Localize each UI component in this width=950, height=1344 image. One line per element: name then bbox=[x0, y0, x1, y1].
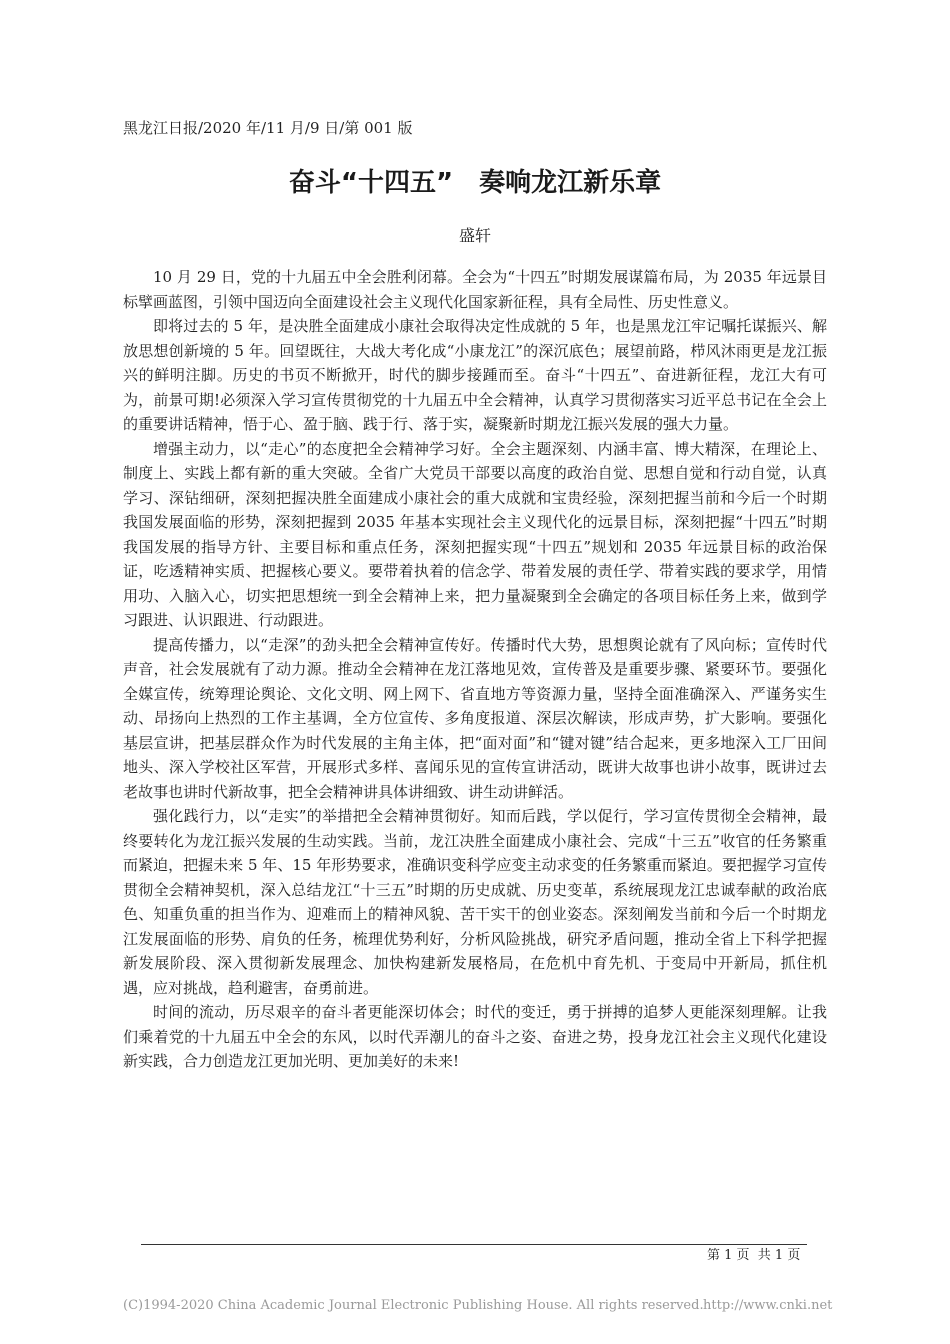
article-paragraph: 10 月 29 日，党的十九届五中全会胜利闭幕。全会为“十四五”时期发展谋篇布局，为 2035 年远景目标擘画蓝图，引领中国迈向全面建设社会主义现代化国家新征程，具有全局性、历史性意义。 bbox=[123, 268, 827, 311]
article-paragraph: 强化践行力，以“走实”的举措把全会精神贯彻好。知而后践，学以促行，学习宣传贯彻全会精神，最终要转化为龙江振兴发展的生动实践。当前，龙江决胜全面建成小康社会、完成“十三五”收官的任务繁重而紧迫，把握未来 5 年、15 年形势要求，准确识变科学应变主动求变的任务繁重而紧迫。要把握学习宣传贯彻全会精神契机，深入总结龙江“十三五”时期的历史成就、历史变革，系统展现龙江忠诚奉献的政治底色、知重负重的担当作为、迎难而上的精神风貌、苦干实干的创业姿态。深刻阐发当前和今后一个时期龙江发展面临的形势、肩负的任务，梳理优势利好，分析风险挑战，研究矛盾问题，推动全省上下科学把握新发展阶段、深入贯彻新发展理念、加快构建新发展格局，在危机中育先机、于变局中开新局，抓住机遇，应对挑战，趋利避害，奋勇前进。 bbox=[123, 807, 827, 997]
article-paragraph: 即将过去的 5 年，是决胜全面建成小康社会取得决定性成就的 5 年，也是黑龙江牢记嘱托谋振兴、解放思想创新境的 5 年。回望既往，大战大考化成“小康龙江”的深沉底色；展望前路，栉风沐雨更是龙江振兴的鲜明注脚。历史的书页不断掀开，时代的脚步接踵而至。奋斗“十四五”、奋进新征程，龙江大有可为，前景可期!必须深入学习宣传贯彻党的十九届五中全会精神，认真学习贯彻落实习近平总书记在全会上的重要讲话精神，悟于心、盈于脑、践于行、落于实，凝聚新时期龙江振兴发展的强大力量。 bbox=[123, 317, 827, 433]
copyright-notice: (C)1994-2020 China Academic Journal Electronic Publishing House. All rights reserved. bbox=[123, 1298, 704, 1313]
article-paragraph: 提高传播力，以“走深”的劲头把全会精神宣传好。传播时代大势，思想舆论就有了风向标；宣传时代声音，社会发展就有了动力源。推动全会精神在龙江落地见效，宣传普及是重要步骤、紧要环节。要强化全媒宣传，统筹理论舆论、文化文明、网上网下、省直地方等资源力量，坚持全面准确深入、严谨务实生动、昂扬向上热烈的工作主基调，全方位宣传、多角度报道、深层次解读，形成声势，扩大影响。要强化基层宣讲，把基层群众作为时代发展的主角主体，把“面对面”和“键对键”结合起来，更多地深入工厂田间地头、深入学校社区军营，开展形式多样、喜闻乐见的宣传宣讲活动，既讲大故事也讲小故事，既讲过去老故事也讲时代新故事，把全会精神讲具体讲细致、讲生动讲鲜活。 bbox=[123, 635, 827, 801]
article-paragraph: 时间的流动，历尽艰辛的奋斗者更能深切体会；时代的变迁，勇于拼搏的追梦人更能深刻理解。让我们乘着党的十九届五中全会的东风，以时代弄潮儿的奋斗之姿、奋进之势，投身龙江社会主义现代化建设新实践，合力创造龙江更加光明、更加美好的未来! bbox=[123, 1003, 827, 1070]
newspaper-source-line: 黑龙江日报/2020 年/11 月/9 日/第 001 版 bbox=[123, 119, 413, 137]
website-link[interactable]: http://www.cnki.net bbox=[703, 1298, 833, 1313]
footer-divider bbox=[141, 1244, 807, 1245]
article-body bbox=[123, 265, 827, 1074]
article-author: 盛轩 bbox=[458, 226, 491, 245]
article-title: 奋斗“十四五” 奏响龙江新乐章 bbox=[288, 168, 662, 198]
article-paragraph: 增强主动力，以“走心”的态度把全会精神学习好。全会主题深刻、内涵丰富、博大精深，在理论上、制度上、实践上都有新的重大突破。全省广大党员干部要以高度的政治自觉、思想自觉和行动自觉，认真学习、深钻细研，深刻把握决胜全面建成小康社会的重大成就和宝贵经验，深刻把握当前和今后一个时期我国发展面临的形势，深刻把握到 2035 年基本实现社会主义现代化的远景目标，深刻把握“十四五”时期我国发展的指导方针、主要目标和重点任务，深刻把握实现“十四五”规划和 2035 年远景目标的政治保证，吃透精神实质、把握核心要义。要带着执着的信念学、带着发展的责任学、带着实践的要求学，用情用功、入脑入心，切实把思想统一到全会精神上来，把力量凝聚到全会确定的各项目标任务上来，做到学习跟进、认识跟进、行动跟进。 bbox=[123, 439, 827, 629]
page-number: 第 1 页 共 1 页 bbox=[707, 1248, 801, 1263]
